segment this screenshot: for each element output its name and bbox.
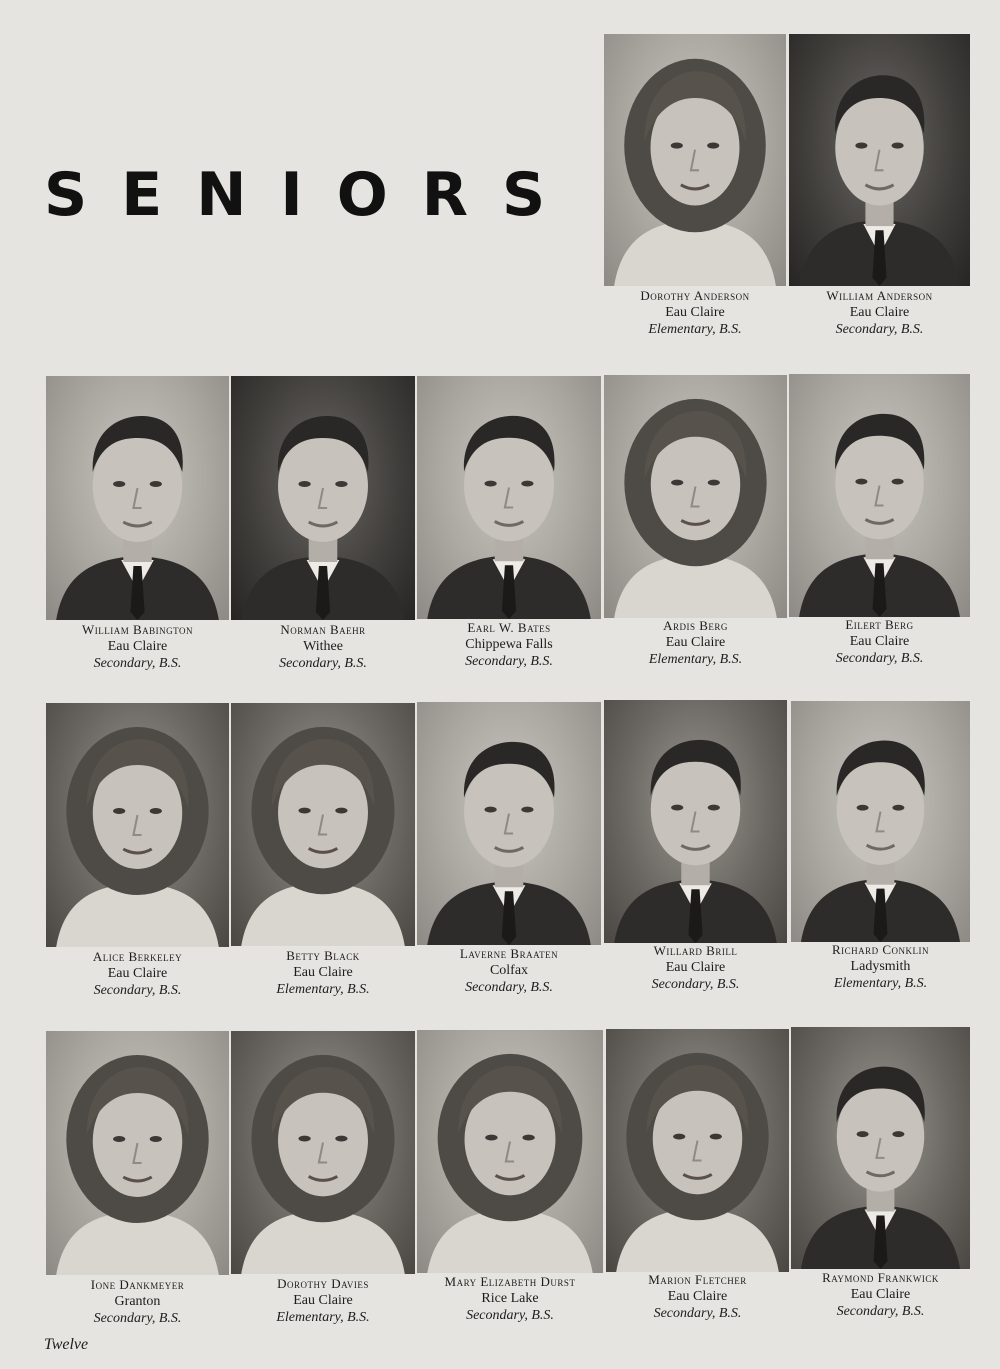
portrait-silhouette bbox=[604, 34, 786, 286]
portrait-photo bbox=[791, 1027, 970, 1269]
student-town: Withee bbox=[303, 639, 343, 654]
portrait-photo bbox=[604, 375, 787, 618]
student-degree: Elementary, B.S. bbox=[276, 1310, 370, 1325]
student-entry bbox=[46, 376, 229, 676]
portrait-photo bbox=[46, 376, 229, 620]
portrait-photo bbox=[789, 374, 970, 617]
student-caption bbox=[779, 616, 980, 667]
student-town: Eau Claire bbox=[293, 965, 353, 980]
student-town: Ladysmith bbox=[850, 959, 911, 974]
student-caption bbox=[594, 617, 797, 668]
student-caption bbox=[781, 1269, 980, 1320]
student-entry bbox=[231, 376, 415, 676]
student-caption bbox=[779, 287, 980, 338]
student-entry bbox=[604, 375, 787, 675]
page-title: SENIORS bbox=[44, 160, 580, 230]
portrait-silhouette bbox=[606, 1029, 789, 1272]
student-entry bbox=[231, 703, 415, 1003]
student-town: Eau Claire bbox=[107, 966, 168, 981]
portrait-silhouette bbox=[791, 701, 970, 942]
student-name: William Babington bbox=[81, 622, 193, 637]
portrait-photo bbox=[606, 1029, 789, 1272]
student-degree: Secondary, B.S. bbox=[93, 983, 182, 998]
student-town: Eau Claire bbox=[293, 1293, 353, 1308]
student-name: Willard Brill bbox=[653, 943, 738, 958]
student-name: Laverne Braaten bbox=[459, 946, 559, 961]
student-caption bbox=[221, 1275, 425, 1326]
student-entry bbox=[604, 34, 786, 337]
portrait-photo bbox=[46, 1031, 229, 1275]
student-degree: Secondary, B.S. bbox=[836, 1304, 925, 1319]
student-name: Richard Conklin bbox=[831, 942, 930, 957]
student-degree: Secondary, B.S. bbox=[835, 322, 924, 337]
student-town: Eau Claire bbox=[107, 639, 168, 654]
portrait-silhouette bbox=[417, 376, 601, 619]
portrait-photo bbox=[604, 700, 787, 943]
student-name: Mary Elizabeth Durst bbox=[444, 1274, 576, 1289]
portrait-photo bbox=[604, 34, 786, 286]
student-caption bbox=[407, 945, 611, 996]
portrait-silhouette bbox=[789, 34, 970, 286]
student-caption bbox=[407, 619, 611, 670]
student-degree: Secondary, B.S. bbox=[93, 656, 182, 671]
student-entry bbox=[46, 703, 229, 1003]
student-entry bbox=[606, 1029, 789, 1329]
portrait-silhouette bbox=[46, 376, 229, 620]
student-degree: Elementary, B.S. bbox=[276, 982, 370, 997]
student-name: Dorothy Davies bbox=[277, 1276, 369, 1291]
student-degree: Secondary, B.S. bbox=[653, 1306, 742, 1321]
student-name: Betty Black bbox=[286, 948, 360, 963]
student-town: Colfax bbox=[489, 963, 529, 978]
student-degree: Elementary, B.S. bbox=[833, 976, 928, 991]
student-name: Ione Dankmeyer bbox=[90, 1277, 185, 1292]
student-entry bbox=[417, 702, 601, 1002]
page-number: Twelve bbox=[44, 1336, 89, 1353]
student-town: Chippewa Falls bbox=[465, 637, 553, 652]
student-entry bbox=[789, 374, 970, 674]
portrait-photo bbox=[231, 1031, 415, 1274]
portrait-silhouette bbox=[46, 703, 229, 947]
student-town: Eau Claire bbox=[667, 1289, 728, 1304]
student-town: Granton bbox=[114, 1294, 161, 1309]
student-degree: Secondary, B.S. bbox=[835, 651, 924, 666]
portrait-photo bbox=[417, 702, 601, 945]
student-town: Eau Claire bbox=[850, 1287, 911, 1302]
student-entry bbox=[789, 34, 970, 337]
portrait-photo bbox=[417, 1030, 603, 1273]
student-caption bbox=[594, 287, 796, 338]
portrait-photo bbox=[789, 34, 970, 286]
student-town: Eau Claire bbox=[849, 634, 910, 649]
student-caption bbox=[36, 948, 239, 999]
student-name: William Anderson bbox=[826, 288, 933, 303]
portrait-silhouette bbox=[789, 374, 970, 617]
student-entry bbox=[417, 1030, 603, 1330]
portrait-silhouette bbox=[604, 375, 787, 618]
student-caption bbox=[781, 941, 980, 992]
portrait-silhouette bbox=[417, 702, 601, 945]
student-caption bbox=[596, 1271, 799, 1322]
student-degree: Elementary, B.S. bbox=[648, 652, 743, 667]
student-degree: Secondary, B.S. bbox=[465, 654, 553, 669]
student-degree: Secondary, B.S. bbox=[466, 1308, 554, 1323]
portrait-photo bbox=[791, 701, 970, 942]
student-town: Rice Lake bbox=[481, 1291, 539, 1306]
student-entry bbox=[791, 701, 970, 1001]
student-entry bbox=[46, 1031, 229, 1331]
student-entry bbox=[417, 376, 601, 676]
student-name: Eilert Berg bbox=[845, 617, 914, 632]
student-entry bbox=[791, 1027, 970, 1327]
student-name: Alice Berkeley bbox=[92, 949, 183, 964]
student-degree: Secondary, B.S. bbox=[465, 980, 553, 995]
portrait-silhouette bbox=[791, 1027, 970, 1269]
student-entry bbox=[231, 1031, 415, 1331]
student-degree: Secondary, B.S. bbox=[93, 1311, 182, 1326]
student-caption bbox=[594, 942, 797, 993]
student-degree: Secondary, B.S. bbox=[279, 656, 367, 671]
student-entry bbox=[604, 700, 787, 1000]
student-caption bbox=[36, 621, 239, 672]
student-caption bbox=[36, 1276, 239, 1327]
student-caption bbox=[221, 621, 425, 672]
portrait-photo bbox=[417, 376, 601, 619]
student-caption bbox=[407, 1273, 613, 1324]
student-name: Marion Fletcher bbox=[648, 1272, 747, 1287]
student-caption bbox=[221, 947, 425, 998]
portrait-silhouette bbox=[231, 703, 415, 946]
student-degree: Elementary, B.S. bbox=[648, 322, 742, 337]
student-degree: Secondary, B.S. bbox=[651, 977, 740, 992]
student-name: Dorothy Anderson bbox=[640, 288, 750, 303]
student-town: Eau Claire bbox=[665, 960, 726, 975]
student-name: Ardis Berg bbox=[663, 618, 728, 633]
portrait-silhouette bbox=[604, 700, 787, 943]
student-town: Eau Claire bbox=[849, 305, 910, 320]
student-name: Norman Baehr bbox=[280, 622, 366, 637]
student-town: Eau Claire bbox=[665, 635, 726, 650]
student-town: Eau Claire bbox=[665, 305, 725, 320]
student-name: Raymond Frankwick bbox=[822, 1270, 939, 1285]
portrait-photo bbox=[231, 376, 415, 620]
portrait-photo bbox=[46, 703, 229, 947]
portrait-silhouette bbox=[231, 376, 415, 620]
portrait-silhouette bbox=[231, 1031, 415, 1274]
student-name: Earl W. Bates bbox=[467, 620, 551, 635]
portrait-photo bbox=[231, 703, 415, 946]
portrait-silhouette bbox=[46, 1031, 229, 1275]
portrait-silhouette bbox=[417, 1030, 603, 1273]
